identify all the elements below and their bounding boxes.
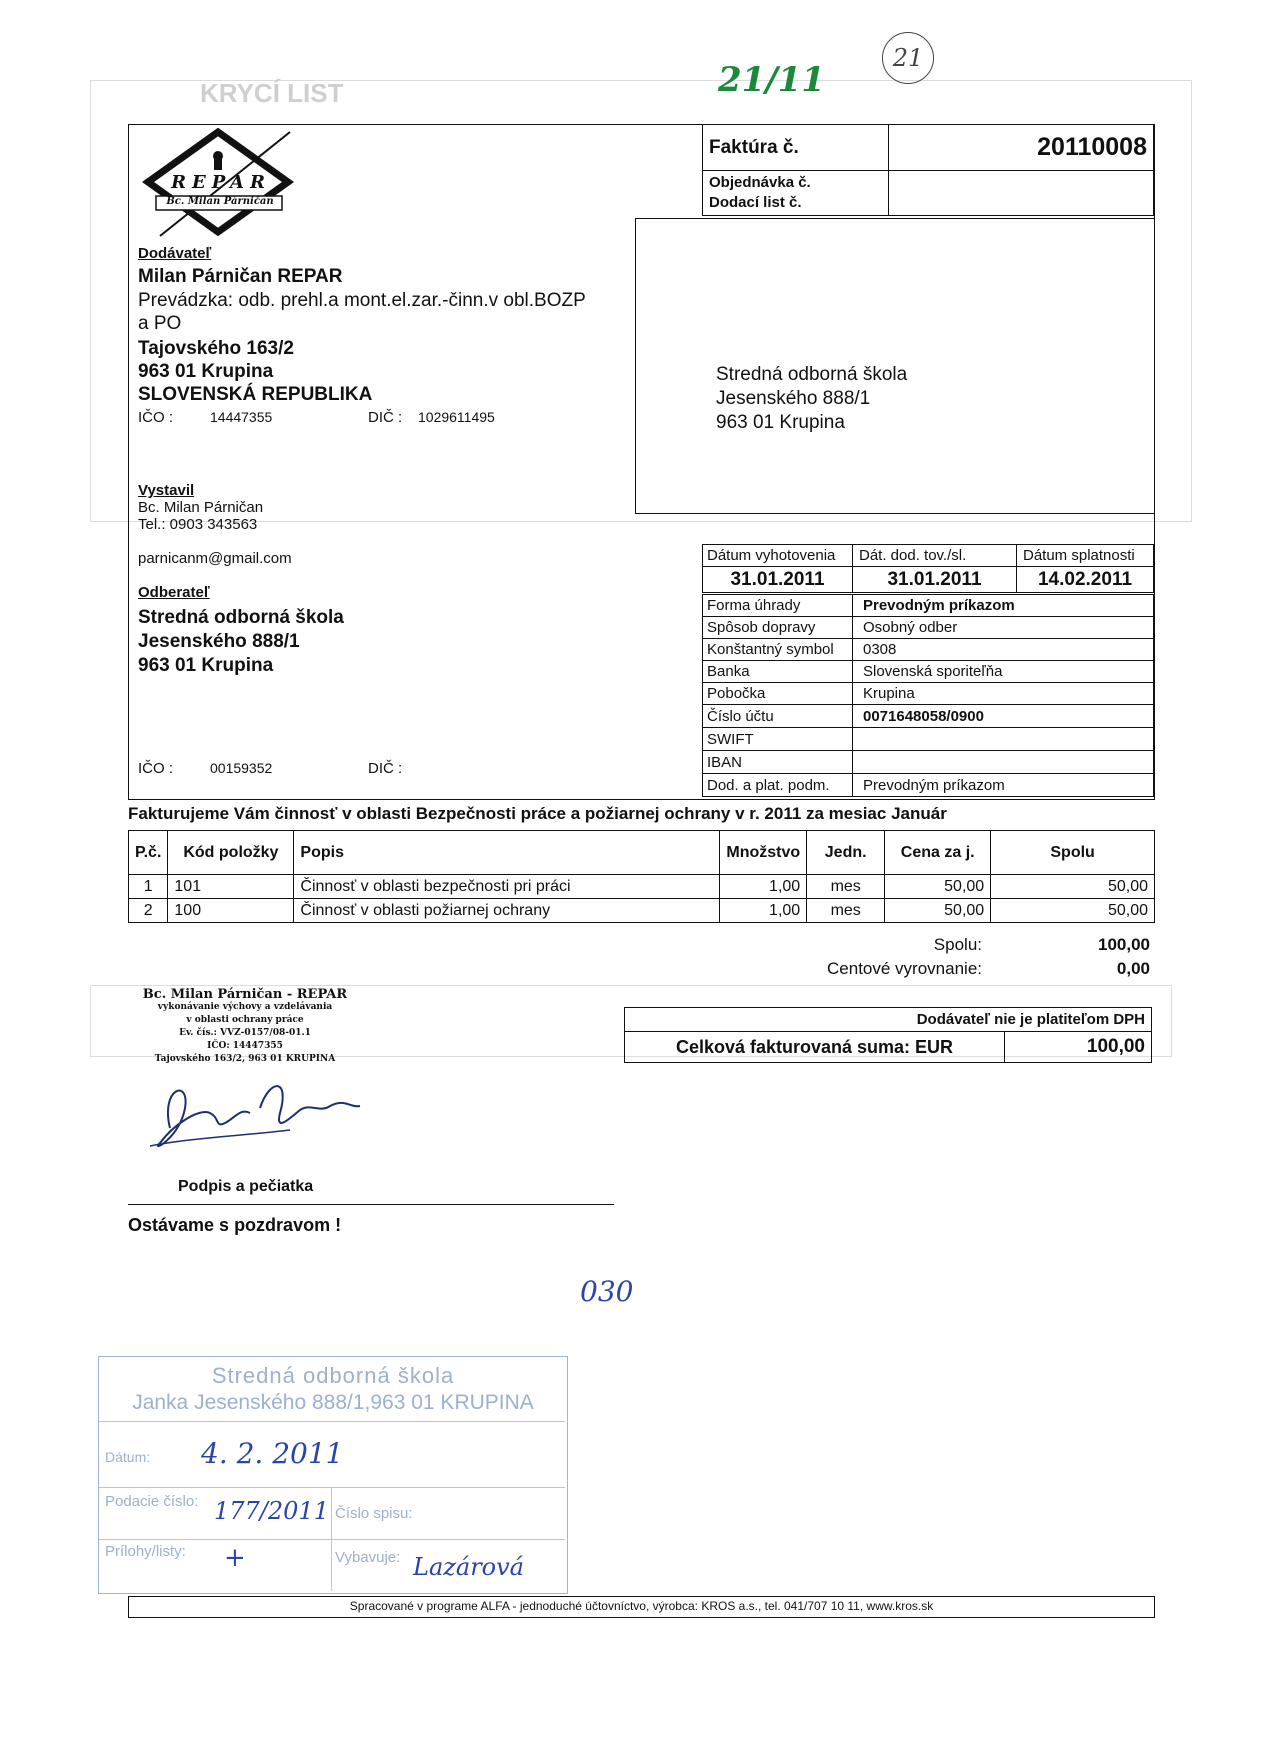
- rounding-row: [780, 959, 1150, 983]
- col-unit-cell: mes: [807, 899, 885, 923]
- logo-owner: Bc. Milan Párničan: [166, 196, 274, 207]
- customer-block: [138, 584, 618, 677]
- customer-ids: [138, 760, 598, 780]
- payment-label: Pobočka: [703, 683, 853, 705]
- col-index-header: P.č.: [129, 831, 168, 875]
- stamp-line-5: IČO: 14447355: [207, 1041, 283, 1051]
- payment-value: Prevodným príkazom: [853, 774, 1154, 797]
- col-code-cell: 100: [168, 899, 294, 923]
- supplier-ico: 14447355: [210, 409, 273, 425]
- due-date: 14.02.2011: [1017, 567, 1154, 593]
- payment-row: [703, 751, 1154, 774]
- table-row: [129, 875, 1155, 899]
- signature-label: Podpis a pečiatka: [178, 1178, 314, 1195]
- col-total-cell: 50,00: [991, 899, 1155, 923]
- signature-line: [128, 1204, 614, 1205]
- payment-row: [703, 683, 1154, 705]
- col-description-cell: Činnosť v oblasti bezpečnosti pri práci: [294, 875, 720, 899]
- table-row: [129, 899, 1155, 923]
- payment-label: Číslo účtu: [703, 705, 853, 728]
- stamp-line-6: Tajovského 163/2, 963 01 KRUPINA: [154, 1054, 336, 1064]
- registry-divider-4: [99, 1539, 565, 1540]
- col-unit-cell: mes: [807, 875, 885, 899]
- invoice-number: 20110008: [889, 125, 1154, 171]
- supplier-ids: [138, 409, 658, 429]
- customer-city: 963 01 Krupina: [138, 655, 274, 676]
- issuer-phone: Tel.: 0903 343563: [138, 516, 258, 533]
- supplier-block: [138, 245, 658, 429]
- totals-block: [780, 935, 1150, 983]
- registry-divider-2: [99, 1487, 565, 1488]
- bleed-through-title: KRYCÍ LIST: [200, 78, 344, 108]
- stamp-line-3: v oblasti ochrany práce: [186, 1015, 304, 1025]
- col-unit-price-cell: 50,00: [885, 899, 991, 923]
- stamp-line-4: Ev. čís.: VVZ-0157/08-01.1: [179, 1028, 311, 1038]
- recipient-line-3: 963 01 Krupina: [716, 412, 845, 433]
- col-code-cell: 101: [168, 875, 294, 899]
- customer-street: Jesenského 888/1: [138, 631, 300, 652]
- col-index-cell: 2: [129, 899, 168, 923]
- payment-row: [703, 595, 1154, 617]
- col-code-header: Kód položky: [168, 831, 294, 875]
- invoice-header-table: [702, 124, 1154, 216]
- invoice-description: Fakturujeme Vám činnosť v oblasti Bezpečnosti práce a požiarnej ochrany v r. 2011 za mesiac Január: [128, 804, 947, 823]
- registry-attachments: +: [224, 1543, 246, 1573]
- col-unit-price-header: Cena za j.: [885, 831, 991, 875]
- col-quantity-cell: 1,00: [720, 899, 807, 923]
- col-unit-header: Jedn.: [807, 831, 885, 875]
- registry-handler: Lazárová: [413, 1553, 524, 1581]
- logo-brand: REPAR: [171, 172, 271, 193]
- registry-title: Stredná odborná škola: [211, 1363, 455, 1388]
- company-logo: [140, 128, 300, 238]
- registry-address: Janka Jesenského 888/1,963 01 KRUPINA: [132, 1391, 534, 1414]
- closing-text: Ostávame s pozdravom !: [128, 1215, 342, 1235]
- payment-label: Dod. a plat. podm.: [703, 774, 853, 797]
- stamp-line-1: Bc. Milan Párničan - REPAR: [142, 987, 348, 1002]
- col-index-cell: 1: [129, 875, 168, 899]
- customer-dic-label: DIČ :: [368, 760, 403, 777]
- due-date-label: Dátum splatnosti: [1017, 545, 1154, 567]
- customer-ico-label: IČO :: [138, 760, 174, 777]
- order-labels: [703, 171, 889, 216]
- items-table: [128, 830, 1155, 923]
- handwritten-note: 030: [580, 1275, 634, 1308]
- vat-note: Dodávateľ nie je platiteľom DPH: [625, 1008, 1152, 1032]
- supplier-operation: Prevádzka: odb. prehl.a mont.el.zar.-činn.v obl.BOZP: [138, 290, 586, 311]
- order-values: [889, 171, 1154, 216]
- payment-value: [853, 751, 1154, 774]
- payment-row: [703, 728, 1154, 751]
- supplier-name: Milan Párničan REPAR: [138, 266, 343, 287]
- issuer-email: parnicanm@gmail.com: [138, 550, 292, 567]
- payment-value: Osobný odber: [853, 617, 1154, 639]
- registry-file-no-label: Podacie číslo:: [105, 1493, 199, 1510]
- customer-heading: Odberateľ: [138, 584, 210, 601]
- col-description-header: Popis: [294, 831, 720, 875]
- col-quantity-cell: 1,00: [720, 875, 807, 899]
- signature-icon: [130, 1068, 370, 1158]
- col-quantity-header: Množstvo: [720, 831, 807, 875]
- registry-divider-1: [99, 1421, 565, 1422]
- invoice-title-label: Faktúra č.: [703, 125, 889, 171]
- stamp-line-2: vykonávanie výchovy a vzdelávania: [157, 1002, 333, 1012]
- payment-row: [703, 617, 1154, 639]
- supplier-country: SLOVENSKÁ REPUBLIKA: [138, 384, 373, 405]
- payment-label: Forma úhrady: [703, 595, 853, 617]
- payment-value: [853, 728, 1154, 751]
- total-value: 100,00: [1005, 1032, 1152, 1063]
- col-total-cell: 50,00: [991, 875, 1155, 899]
- sum-row: [780, 935, 1150, 959]
- rounding-label: Centové vyrovnanie:: [827, 959, 982, 978]
- registry-file-no: 177/2011: [214, 1497, 329, 1525]
- customer-name: Stredná odborná škola: [138, 607, 344, 628]
- dates-table: [702, 544, 1154, 593]
- supplier-dic-label: DIČ :: [368, 409, 403, 426]
- rounding-value: 0,00: [1116, 959, 1150, 978]
- payment-row: [703, 705, 1154, 728]
- sum-label: Spolu:: [933, 935, 982, 954]
- supplier-dic: 1029611495: [418, 409, 495, 425]
- customer-ico: 00159352: [210, 760, 273, 776]
- payment-label: Konštantný symbol: [703, 639, 853, 661]
- registry-date: 4. 2. 2011: [201, 1437, 344, 1470]
- delivery-note-label: Dodací list č.: [709, 194, 802, 211]
- delivery-date-label: Dát. dod. tov./sl.: [853, 545, 1017, 567]
- recipient-window: [635, 218, 1155, 514]
- footer-text: Spracované v programe ALFA - jednoduché účtovníctvo, výrobca: KROS a.s., tel. 041/707 10 11, www.kros.sk: [349, 1599, 934, 1613]
- issuer-block: [138, 482, 538, 567]
- supplier-city: 963 01 Krupina: [138, 361, 274, 382]
- payment-label: Banka: [703, 661, 853, 683]
- col-description-cell: Činnosť v oblasti požiarnej ochrany: [294, 899, 720, 923]
- sum-value: 100,00: [1098, 935, 1150, 954]
- supplier-operation-2: a PO: [138, 313, 182, 334]
- circled-number: [882, 32, 934, 84]
- handwritten-fraction: 21/11: [718, 60, 826, 100]
- company-stamp: [120, 988, 370, 1066]
- registry-stamp: [98, 1356, 568, 1594]
- payment-row: [703, 661, 1154, 683]
- circled-number-text: 21: [892, 44, 924, 72]
- payment-value: Krupina: [853, 683, 1154, 705]
- registry-date-label: Dátum:: [105, 1449, 151, 1465]
- registry-record-label: Číslo spisu:: [335, 1505, 413, 1522]
- recipient-address: [716, 363, 907, 435]
- issuer-name: Bc. Milan Párničan: [138, 499, 264, 516]
- footer-bar: [128, 1596, 1155, 1618]
- payment-table: [702, 594, 1154, 797]
- issuer-heading: Vystavil: [138, 482, 195, 499]
- issue-date: 31.01.2011: [703, 567, 853, 593]
- registry-attachments-label: Prílohy/listy:: [105, 1543, 186, 1560]
- payment-label: IBAN: [703, 751, 853, 774]
- supplier-heading: Dodávateľ: [138, 245, 212, 262]
- payment-row: [703, 774, 1154, 797]
- total-table: [624, 1007, 1152, 1063]
- payment-value: Prevodným príkazom: [853, 595, 1154, 617]
- payment-label: Spôsob dopravy: [703, 617, 853, 639]
- col-total-header: Spolu: [991, 831, 1155, 875]
- recipient-line-1: Stredná odborná škola: [716, 364, 908, 385]
- payment-value: Slovenská sporiteľňa: [853, 661, 1154, 683]
- payment-label: SWIFT: [703, 728, 853, 751]
- payment-row: [703, 639, 1154, 661]
- payment-value: 0308: [853, 639, 1154, 661]
- recipient-line-2: Jesenského 888/1: [716, 388, 871, 409]
- order-label: Objednávka č.: [709, 174, 811, 191]
- col-unit-price-cell: 50,00: [885, 875, 991, 899]
- total-label: Celková fakturovaná suma: EUR: [625, 1032, 1005, 1063]
- payment-value: 0071648058/0900: [853, 705, 1154, 728]
- registry-handler-label: Vybavuje:: [335, 1549, 401, 1566]
- supplier-street: Tajovského 163/2: [138, 338, 294, 359]
- delivery-date: 31.01.2011: [853, 567, 1017, 593]
- issue-date-label: Dátum vyhotovenia: [703, 545, 853, 567]
- supplier-ico-label: IČO :: [138, 409, 174, 426]
